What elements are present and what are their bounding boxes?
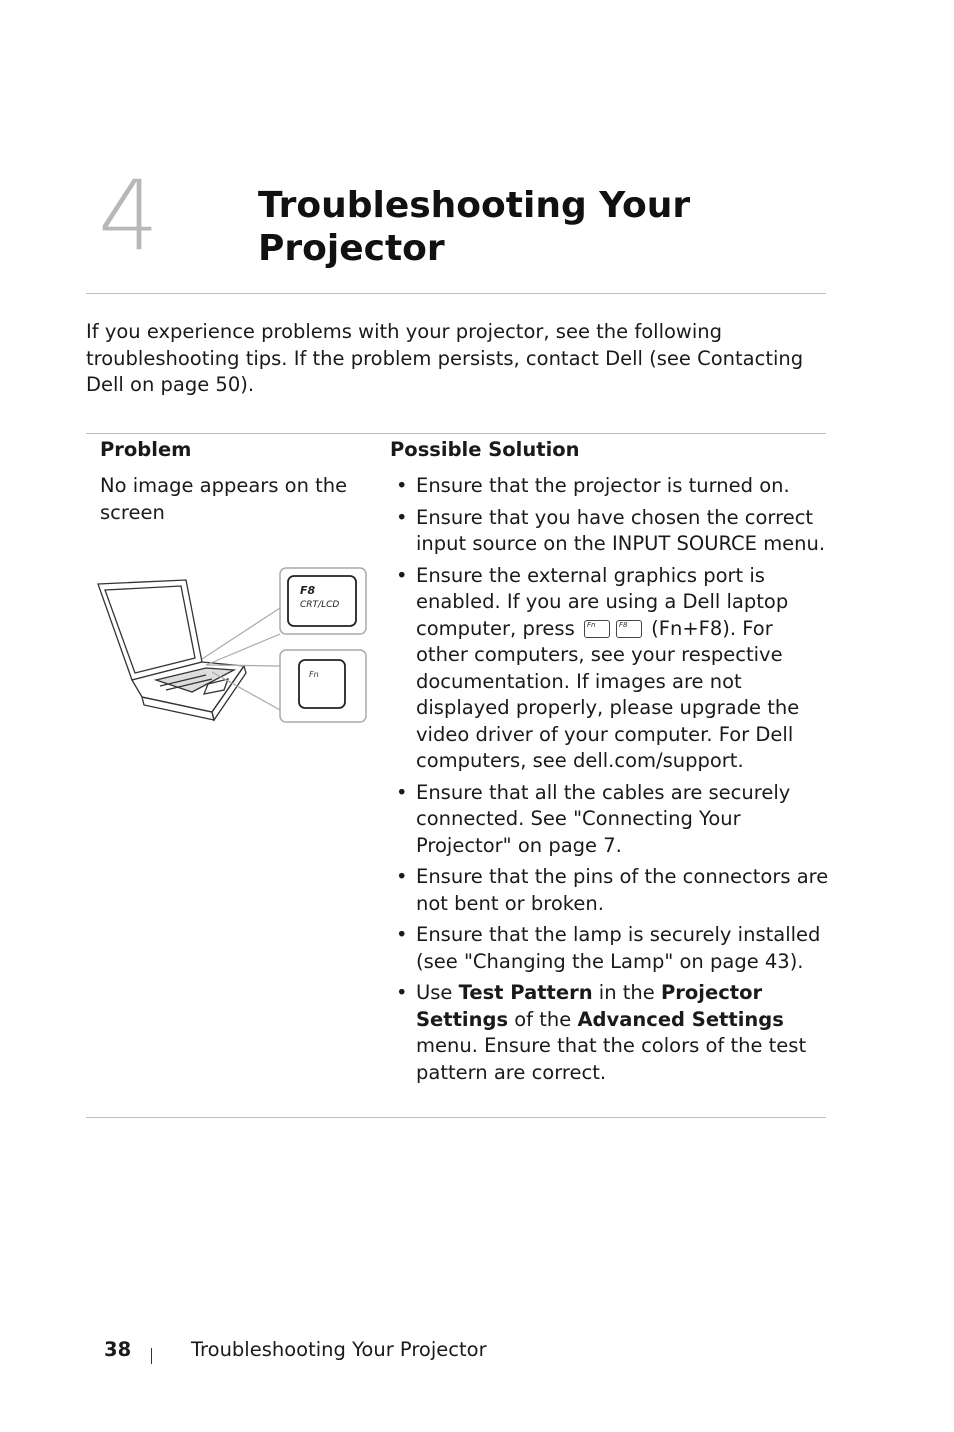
- solution-text-of-the: of the: [514, 1007, 572, 1031]
- solution-text-in-the: in the: [598, 981, 655, 1004]
- chapter-title-line2: Projector: [258, 228, 445, 269]
- solution-item: • Ensure the external graphics port is enabled. If you are using a Dell laptop computer, press Fn F8 (Fn+F8). For other computers, see your respective documentation. If images are not displayed properly, please upgrade the video driver of your computer. For Dell computers, see dell.com/support.: [396, 563, 800, 772]
- solution-text: Ensure that the pins of the connectors are not bent or broken.: [416, 865, 829, 915]
- laptop-fn-f8-illustration: [94, 562, 370, 728]
- f8-keycap-icon: [616, 620, 642, 638]
- solution-item: • Ensure that the projector is turned on.: [396, 474, 790, 497]
- solution-column-header: Possible Solution: [390, 438, 580, 461]
- fn-keycap-icon: [584, 620, 610, 638]
- fn-key-label: Fn: [309, 670, 319, 679]
- laptop-icon: [98, 580, 246, 720]
- footer-separator: [151, 1348, 152, 1364]
- solution-text: Ensure that all the cables are securely connected. See "Connecting Your Projector" on page 7.: [416, 780, 791, 857]
- solution-list: [390, 473, 830, 1091]
- projector-settings-term: Projector Settings: [416, 981, 763, 1031]
- chapter-title-line1: Troubleshooting Your: [258, 185, 691, 226]
- solution-text: Ensure that the projector is turned on.: [416, 474, 790, 497]
- title-divider: [86, 293, 826, 294]
- f8-key-label: F8: [300, 584, 316, 597]
- advanced-settings-term: Advanced Settings: [577, 1007, 784, 1031]
- solution-item: • Ensure that you have chosen the correct input source on the INPUT SOURCE menu.: [396, 505, 826, 555]
- solution-item: • Ensure that the pins of the connectors are not bent or broken.: [396, 865, 829, 915]
- solution-text-after-keys: (Fn+F8). For other computers, see your respective documentation. If images are not displayed properly, please upgrade the video driver of your computer. For Dell computers, see dell.com/support.: [416, 616, 800, 772]
- fn-keycap-label: Fn: [586, 621, 596, 629]
- solution-text: Ensure that the lamp is securely installed (see "Changing the Lamp" on page 43).: [416, 923, 821, 973]
- problem-description: No image appears on the screen: [100, 474, 348, 524]
- page-number: 38: [104, 1338, 132, 1361]
- intro-paragraph: If you experience problems with your projector, see the following troubleshooting tips. If the problem persists, contact Dell (see Contacting Dell on page 50).: [86, 320, 804, 396]
- table-bottom-border: [86, 1117, 826, 1118]
- solution-item: • Ensure that the lamp is securely installed (see "Changing the Lamp" on page 43).: [396, 923, 821, 973]
- solution-text-rest: menu. Ensure that the colors of the test pattern are correct.: [416, 1034, 807, 1084]
- solution-text: Ensure that you have chosen the correct input source on the INPUT SOURCE menu.: [416, 505, 826, 555]
- problem-column-header: Problem: [100, 438, 192, 461]
- solution-item: • Ensure that all the cables are securely connected. See "Connecting Your Projector" on page 7.: [396, 780, 791, 857]
- f8-keycap-label: F8: [618, 621, 628, 629]
- chapter-title: [258, 184, 778, 270]
- solution-text-use: Use: [416, 981, 453, 1004]
- solution-text-before-keys: Ensure the external graphics port is enabled. If you are using a Dell laptop computer, press: [416, 563, 789, 640]
- crtlcd-key-label: CRT/LCD: [300, 600, 340, 610]
- test-pattern-term: Test Pattern: [458, 981, 593, 1004]
- fn-key-icon: [299, 660, 345, 708]
- footer-section-title: Troubleshooting Your Projector: [191, 1338, 487, 1361]
- chapter-number: 4: [98, 160, 160, 272]
- table-top-border: [86, 433, 826, 434]
- solution-item: • Use Test Pattern in the Projector Settings of the Advanced Settings menu. Ensure that the colors of the test pattern are correct.: [396, 981, 807, 1084]
